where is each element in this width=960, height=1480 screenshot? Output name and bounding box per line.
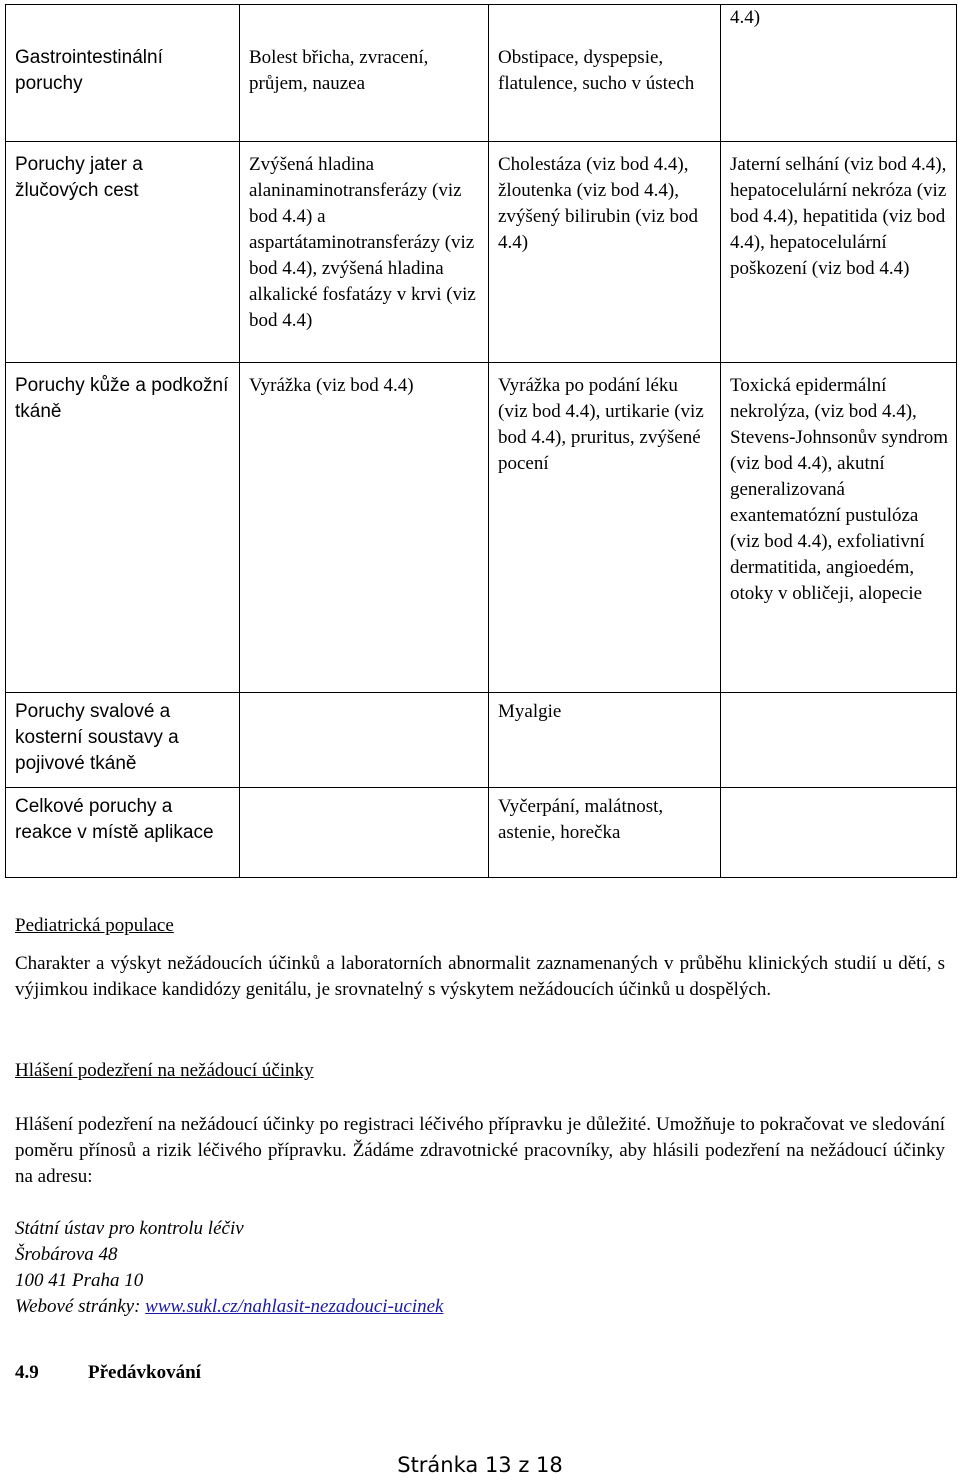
address-block — [15, 1216, 945, 1320]
soc-label: Poruchy kůže a podkožní tkáně — [15, 375, 229, 422]
table-row — [6, 693, 957, 788]
soc-cell — [6, 142, 240, 363]
soc-cell — [6, 363, 240, 693]
table-cell: Vyrážka po podání léku (viz bod 4.4), urtikarie (viz bod 4.4), pruritus, zvýšené pocení — [489, 363, 721, 693]
table-cell: Myalgie — [489, 693, 721, 788]
page-footer — [0, 1450, 960, 1480]
pediatric-text: Charakter a výskyt nežádoucích účinků a laboratorních abnormalit zaznamenaných v průběhu klinických studií u dětí, s výjimkou indikace kandidózy genitálu, je srovnatelný s výskytem nežádoucích účinků u dospělých. — [15, 953, 945, 1000]
section-number: 4.9 — [15, 1362, 39, 1383]
soc-cell — [6, 5, 240, 142]
address-web — [15, 1294, 945, 1320]
table-cell — [240, 693, 489, 788]
table-cell — [240, 788, 489, 878]
table-cell: Zvýšená hladina alaninaminotransferázy (viz bod 4.4) a aspartátaminotransferázy (viz bod 4.4), zvýšená hladina alkalické fosfatázy v krvi (viz bod 4.4) — [240, 142, 489, 363]
adverse-effects-table — [5, 4, 957, 878]
soc-cell — [6, 788, 240, 878]
table-cell — [721, 693, 957, 788]
address-line: 100 41 Praha 10 — [15, 1270, 144, 1291]
table-cell: Jaterní selhání (viz bod 4.4), hepatocelulární nekróza (viz bod 4.4), hepatitida (viz bod 4.4), hepatocelulární poškození (viz bod 4.4) — [721, 142, 957, 363]
table-cell: 4.4) — [721, 5, 957, 142]
soc-label: Poruchy svalové a kosterní soustavy a pojivové tkáně — [15, 701, 179, 774]
section-title: Předávkování — [88, 1362, 201, 1383]
table-row — [6, 142, 957, 363]
table-cell: Bolest břicha, zvracení, průjem, nauzea — [240, 5, 489, 142]
table-row — [6, 363, 957, 693]
table-cell: Obstipace, dyspepsie, flatulence, sucho v ústech — [489, 5, 721, 142]
table-cell: Vyčerpání, malátnost, astenie, horečka — [489, 788, 721, 878]
soc-cell — [6, 693, 240, 788]
reporting-text: Hlášení podezření na nežádoucí účinky po registraci léčivého přípravku je důležité. Umožňuje to pokračovat ve sledování poměru přínosů a rizik léčivého přípravku. Žádáme zdravotnické pracovníky, aby hlásili podezření na nežádoucí účinky na adresu: — [15, 1114, 945, 1187]
section-heading — [15, 1360, 945, 1386]
pediatric-heading: Pediatrická populace — [15, 915, 174, 936]
reporting-section — [15, 1058, 945, 1320]
address-line: Šrobárova 48 — [15, 1244, 118, 1265]
soc-label: Poruchy jater a žlučových cest — [15, 154, 143, 201]
table-cell: Vyrážka (viz bod 4.4) — [240, 363, 489, 693]
table-cell — [721, 788, 957, 878]
table-cell: Toxická epidermální nekrolýza, (viz bod 4.4), Stevens-Johnsonův syndrom (viz bod 4.4), akutní generalizovaná exantematózní pustulóza (viz bod 4.4), exfoliativní dermatitida, angioedém, otoky v obličeji, alopecie — [721, 363, 957, 693]
soc-label: Celkové poruchy a reakce v místě aplikace — [15, 796, 214, 843]
sukl-report-link[interactable]: www.sukl.cz/nahlasit-nezadouci-ucinek — [145, 1296, 444, 1317]
web-label: Webové stránky: — [15, 1296, 146, 1317]
table-cell: Cholestáza (viz bod 4.4), žloutenka (viz bod 4.4), zvýšený bilirubin (viz bod 4.4) — [489, 142, 721, 363]
page-number: Stránka 13 z 18 — [397, 1453, 563, 1477]
table-row — [6, 788, 957, 878]
address-line: Státní ústav pro kontrolu léčiv — [15, 1218, 244, 1239]
table-row — [6, 5, 957, 142]
reporting-heading: Hlášení podezření na nežádoucí účinky — [15, 1060, 314, 1081]
pediatric-section — [15, 913, 945, 1003]
soc-label: Gastrointestinální poruchy — [15, 47, 163, 94]
